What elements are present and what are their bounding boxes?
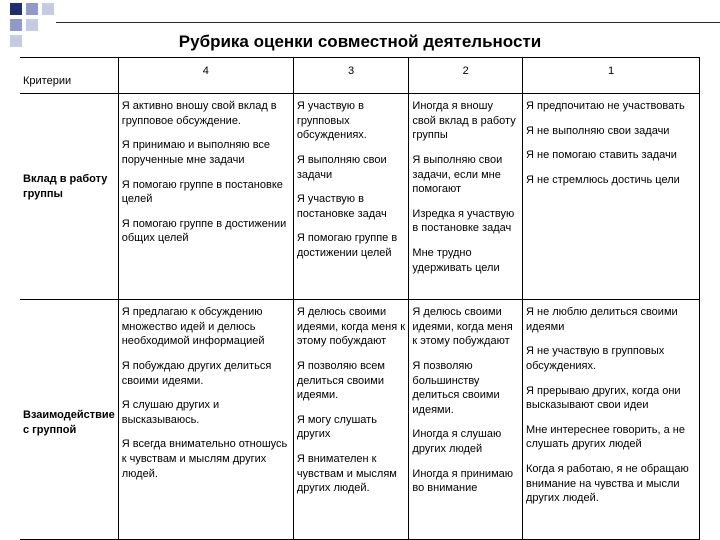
rubric-cell [118,94,293,300]
table-header-row [20,58,700,94]
rubric-cell [293,300,409,540]
descriptor-text: Изредка я участвую в постановке задач [412,207,515,235]
descriptor-text: Я принимаю и выполняю все порученные мне задачи [121,139,271,166]
descriptor-text: Я участвую в групповых обсуждениях. [296,100,367,142]
score-header: 3 [293,58,409,94]
descriptor-text: Я не люблю делиться своими идеями [526,306,678,333]
header-rule [56,22,720,23]
score-header: 1 [523,58,700,94]
descriptor-text: Я не выполняю свои задачи [526,124,670,137]
descriptor-text: Я помогаю группе в достижении общих целей [121,217,287,245]
descriptor-text: Я могу слушать других [296,413,377,441]
corner-decoration-square [26,19,38,31]
descriptor-text: Я позволяю всем делиться своими идеями. [296,359,385,402]
descriptor-text: Я выполняю свои задачи, если мне помогают [412,153,503,196]
descriptor-text: Я делюсь своими идеями, когда меня к этому побуждают [296,306,406,348]
criterion-cell [20,94,118,300]
rubric-cell [409,94,523,300]
corner-decoration-square [42,3,54,15]
descriptor-text: Я делюсь своими идеями, когда меня к этому побуждают [412,306,513,348]
table-row [20,94,700,300]
corner-decoration-square [26,3,38,15]
descriptor-text: Иногда я принимаю во внимание [412,467,513,495]
score-header: 2 [409,58,523,94]
rubric-cell [409,300,523,540]
descriptor-text: Я предпочитаю не участвовать [526,100,685,112]
descriptor-text: Я активно вношу свой вклад в групповое обсуждение. [121,100,277,127]
descriptor-text: Я участвую в постановке задач [296,193,387,220]
descriptor-text: Я не стремлюсь достичь цели [526,173,680,186]
descriptor-text: Я выполняю свои задачи [296,153,387,181]
descriptor-text: Когда я работаю, я не обращаю внимание на чувства и мысли других людей. [526,463,689,505]
descriptor-text: Я слушаю других и высказываюсь. [121,399,220,426]
descriptor-text: Я прерываю других, когда они высказывают свои идеи [526,384,681,412]
descriptor-text: Я не участвую в групповых обсуждениях. [526,345,665,372]
rubric-cell [293,94,409,300]
page-title: Рубрика оценки совместной деятельности [178,32,542,51]
descriptor-text: Мне интереснее говорить, а не слушать других людей [526,423,686,451]
descriptor-text: Я помогаю группе в постановке целей [121,178,283,206]
score-header: 4 [118,58,293,94]
rubric-cell [523,300,700,540]
descriptor-text: Мне трудно удерживать цели [412,247,500,274]
descriptor-text: Иногда я вношу свой вклад в работу группы [412,100,516,142]
criteria-header: Критерии [20,58,118,94]
descriptor-text: Я помогаю группе в достижении целей [296,232,398,259]
rubric-cell [118,300,293,540]
table-row [20,300,700,540]
descriptor-text: Я всегда внимательно отношусь к чувствам и мыслям других людей. [121,438,288,480]
descriptor-text: Я побуждаю других делиться своими идеями. [121,359,272,387]
descriptor-text: Я предлагаю к обсуждению множество идей и делюсь необходимой информацией [121,306,265,348]
criterion-label: Вклад в работу группы [23,173,108,200]
descriptor-text: Я внимателен к чувствам и мыслям других людей. [296,453,397,495]
descriptor-text: Я позволяю большинству делиться своими идеями. [412,359,500,416]
descriptor-text: Я не помогаю ставить задачи [526,149,677,162]
criterion-label: Взаимодействие с группой [23,409,115,436]
corner-decoration-square [10,19,22,31]
descriptor-text: Иногда я слушаю других людей [412,428,502,455]
rubric-table [20,57,700,540]
criterion-cell [20,300,118,540]
corner-decoration-square [10,3,22,15]
rubric-cell [523,94,700,300]
